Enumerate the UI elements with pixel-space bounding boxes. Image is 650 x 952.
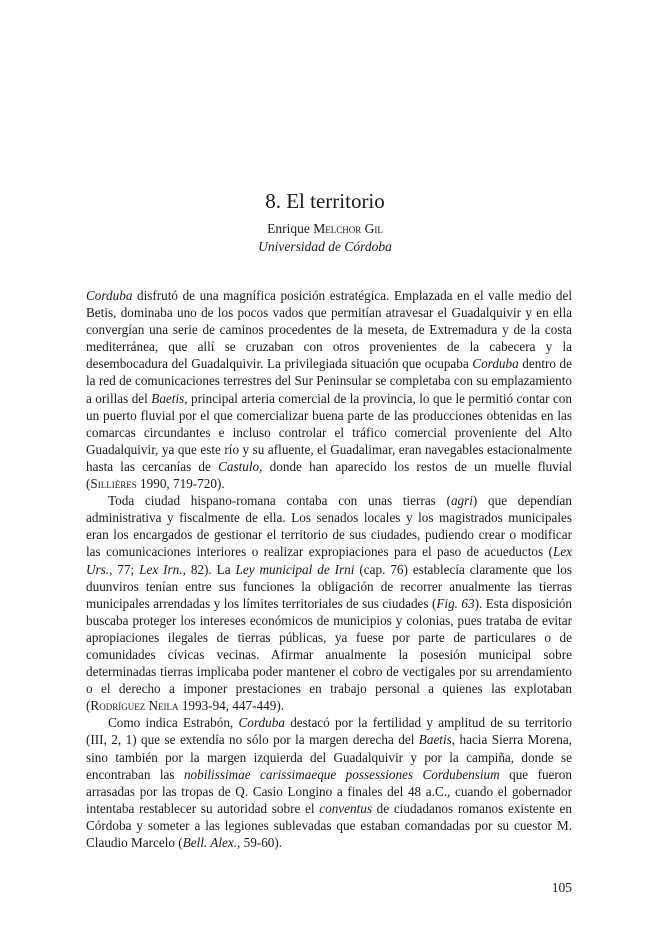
p1-text-2: dentro de la red de comunicaciones terrestres del Sur Peninsular se completaba con su emplazamiento a orillas del — [86, 356, 572, 406]
p1-italic-1: Corduba — [86, 288, 133, 303]
p2-figure-ref: Fig. 63 — [436, 595, 475, 611]
p2-citation-author: Rodríguez Neila — [90, 698, 179, 714]
p3-italic-4: conventus — [319, 800, 372, 816]
p3-italic-1: Corduba — [238, 715, 285, 731]
p3-text-3: , hacia Sierra Morena, sino también por la margen izquierda del Guadalquivir y por la campiña, donde se encontraban las — [86, 732, 572, 782]
chapter-title: 8. El territorio — [265, 189, 385, 213]
p3-italic-3: nobilissimae carissimaeque possessiones Cordubensium — [183, 766, 500, 782]
p1-citation-author: Sillières — [90, 476, 137, 492]
p1-text-1: disfrutó de una magnífica posición estratégica. Emplazada en el valle medio del Betis, dominaba uno de los pocos vados que permitían atravesar el Guadalquivir y en ella convergían una serie de caminos procedentes de la meseta, de Extremadura y de la costa mediterránea, que allí se cruzaban con otros provenientes de la cabecera y la desembocadura del Guadalquivir. La privilegiada situación que ocupaba — [86, 288, 572, 372]
p2-italic-4: Ley municipal de Irni — [235, 561, 355, 577]
p2-italic-1: agri — [450, 493, 473, 509]
p3-text-4: que fueron arrasadas por las tropas de Q. Casio Longino a finales del 48 a.C., cuando el gobernador intentaba restablecer su autoridad sobre el — [86, 766, 572, 816]
p2-text-1: Toda ciudad hispano-romana contaba con unas tierras ( — [108, 493, 451, 509]
p1-italic-2: Corduba — [472, 356, 519, 372]
p2-text-6: ). Esta disposición buscaba proteger los intereses económicos de municipios y colonias, pues trataba de evitar apropiaciones ilegales de tierras públicas, ya fuese por parte de particulares o de comunidades cívicas vecinas. Afirmar anualmente la posesión municipal sobre determinadas tierras implicaba poder mantener el cobro de vectigales por su arrendamiento o el derecho a imponer prestaciones en trabajo personal a quienes las explotaban ( — [86, 595, 572, 714]
paragraph-3 — [86, 714, 572, 851]
author-surname: Melchor Gil — [313, 221, 383, 236]
p2-text-3: , 77; — [109, 561, 140, 577]
p1-text-5: 1990, 719-720). — [136, 476, 225, 492]
p3-text-1: Como indica Estrabón, — [108, 715, 239, 731]
p1-italic-3: Baetis — [151, 390, 185, 406]
p2-text-5: (cap. 76) establecía claramente que los duunviros tenían entre sus funciones la obligación de recorrer anualmente las tierras municipales arrendadas y los límites territoriales de sus ciudades ( — [86, 561, 572, 611]
p3-italic-2: Baetis — [418, 732, 452, 748]
p1-italic-4: Castulo — [218, 458, 260, 474]
p1-text-3: , principal arteria comercial de la provincia, lo que le permitió contar con un puerto fluvial por el que comercializar buena parte de las producciones obtenidas en las comarcas circundantes e incluso controlar el tráfico comercial proveniente del Alto Guadalquivir, ya que este río y su afluente, el Guadalimar, eran navegables estacionalmente hasta las cercanías de — [86, 390, 572, 474]
author-given-name: Enrique — [267, 221, 310, 236]
author-name — [0, 221, 650, 237]
p3-text-5: de ciudadanos romanos existente en Córdoba y someter a las legiones sublevadas que estaban comandadas por su cuestor M. Claudio Marcelo ( — [86, 800, 572, 850]
p2-italic-3: Lex Irn. — [139, 561, 183, 577]
author-affiliation: Universidad de Córdoba — [258, 239, 392, 254]
paragraph-1 — [86, 287, 572, 492]
p3-text-6: , 59-60). — [237, 835, 283, 850]
paragraph-2 — [86, 492, 572, 714]
p3-italic-5: Bell. Alex. — [182, 835, 238, 850]
p1-text-4: , donde han aparecido los restos de un muelle fluvial ( — [86, 458, 572, 492]
page-number: 105 — [551, 880, 572, 895]
p2-text-7: 1993-94, 447-449). — [178, 698, 285, 714]
p2-italic-2: Lex Urs. — [86, 544, 572, 577]
body-text — [86, 287, 572, 851]
p2-text-4: , 82). La — [182, 561, 236, 577]
p3-text-2: destacó por la fertilidad y amplitud de su territorio (III, 2, 1) que se extendía no sólo por la margen derecha del — [86, 715, 572, 748]
p2-text-2: ) que dependían administrativa y fiscalmente de ella. Los senados locales y los magistrados municipales eran los encargados de gestionar el territorio de sus ciudades, pudiendo crear o modificar las comunicaciones interiores o realizar expropiaciones para el paso de acueductos ( — [86, 493, 572, 560]
